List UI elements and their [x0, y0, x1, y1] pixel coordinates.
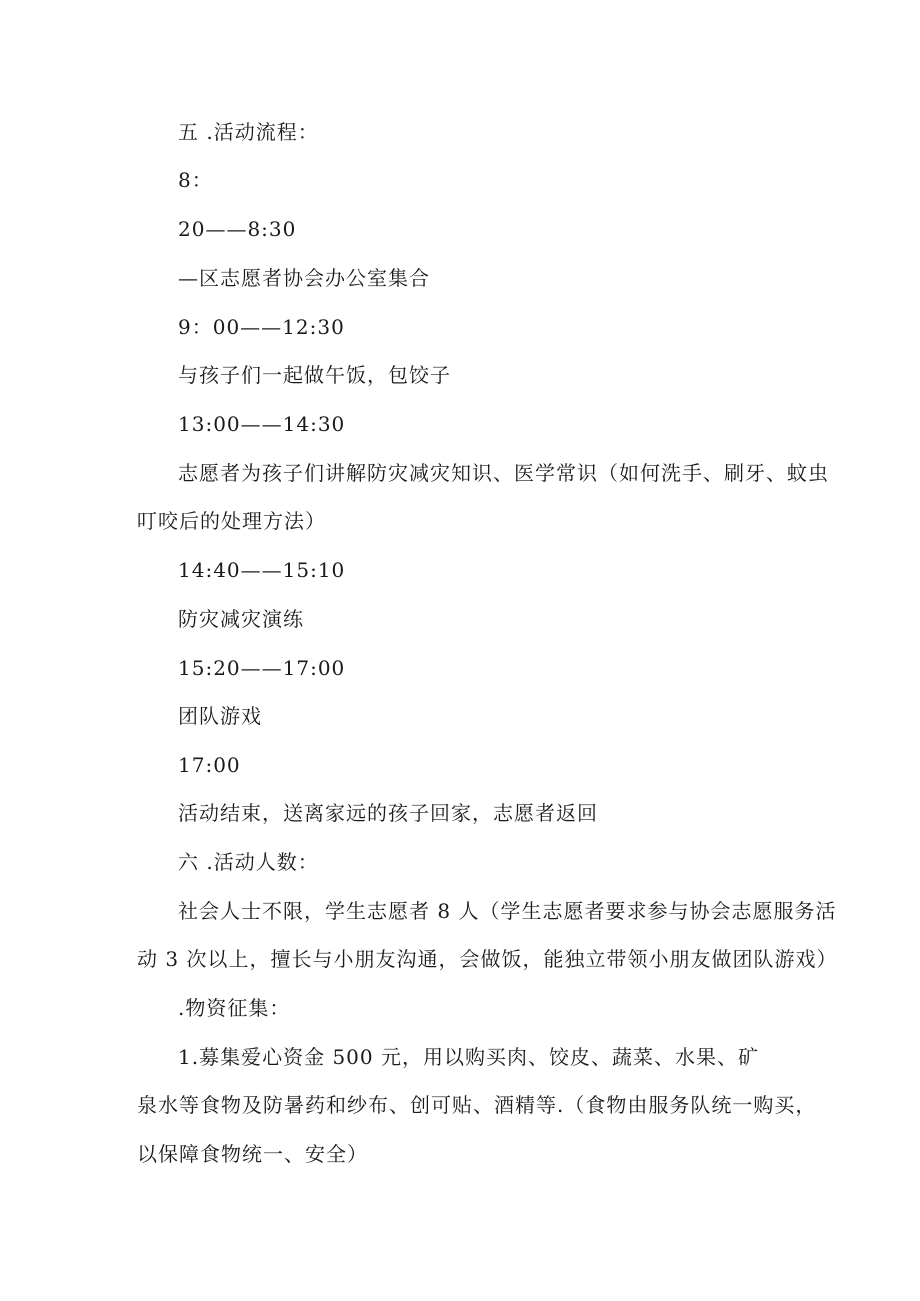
schedule-activity: 活动结束，送离家远的孩子回家，志愿者返回 — [178, 801, 598, 825]
participants-text-continued: 动 3 次以上，擅长与小朋友沟通，会做饭，能独立带领小朋友做团队游戏） — [137, 947, 838, 971]
schedule-activity: 志愿者为孩子们讲解防灾减灾知识、医学常识（如何洗手、刷牙、蚊虫 — [178, 461, 829, 485]
materials-text: 1.募集爱心资金 500 元，用以购买肉、饺皮、蔬菜、水果、矿 — [178, 1045, 759, 1069]
section-heading-process: 五 .活动流程： — [178, 120, 319, 144]
materials-text-continued: 以保障食物统一、安全） — [137, 1142, 368, 1166]
schedule-time: 8： — [178, 168, 213, 192]
section-heading-participants: 六 .活动人数： — [178, 850, 319, 874]
schedule-activity: 与孩子们一起做午饭，包饺子 — [178, 363, 451, 387]
schedule-time: 14:40——15:10 — [178, 558, 346, 582]
schedule-activity-continued: 叮咬后的处理方法） — [137, 509, 326, 533]
schedule-time: 20——8:30 — [178, 217, 297, 241]
schedule-time: 9：00——12:30 — [178, 315, 345, 339]
materials-text-continued: 泉水等食物及防暑药和纱布、创可贴、酒精等.（食物由服务队统一购买， — [137, 1093, 817, 1117]
schedule-time: 17:00 — [178, 753, 241, 777]
schedule-time: 13:00——14:30 — [178, 412, 346, 436]
schedule-activity: 团队游戏 — [178, 704, 262, 728]
schedule-time: 15:20——17:00 — [178, 656, 346, 680]
schedule-activity: 防灾减灾演练 — [178, 607, 304, 631]
participants-text: 社会人士不限，学生志愿者 8 人（学生志愿者要求参与协会志愿服务活 — [178, 899, 837, 923]
schedule-activity: —区志愿者协会办公室集合 — [178, 266, 430, 290]
section-heading-materials: .物资征集： — [178, 996, 291, 1020]
